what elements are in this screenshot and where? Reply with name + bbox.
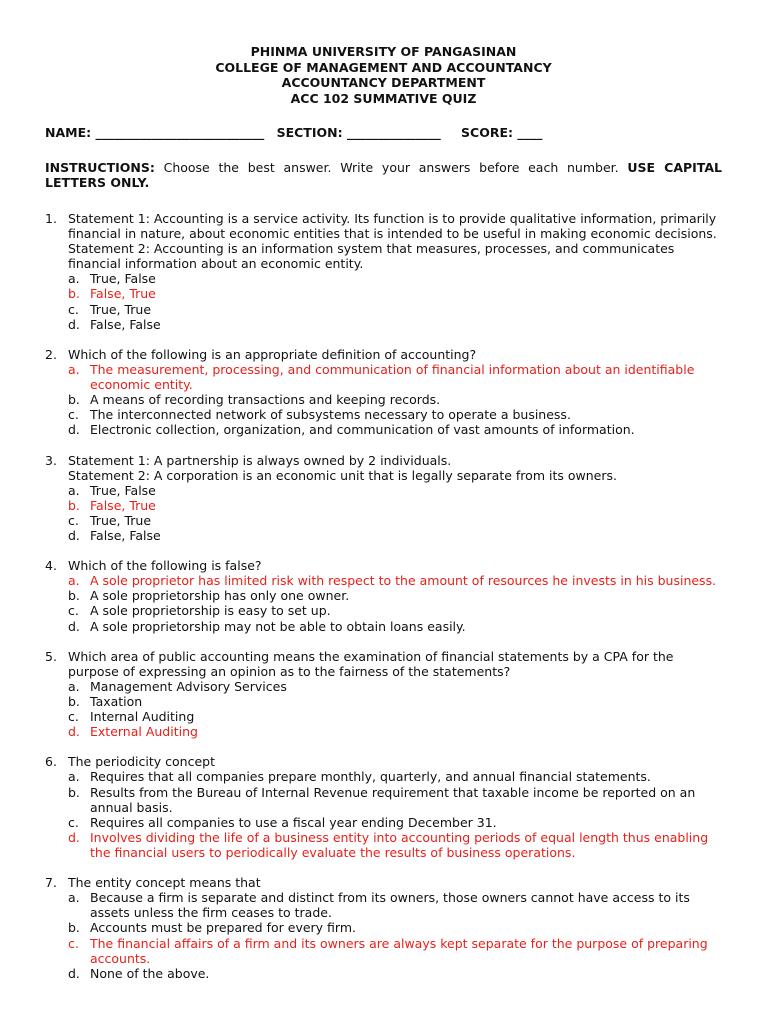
college-name: COLLEGE OF MANAGEMENT AND ACCOUNTANCY bbox=[215, 59, 552, 75]
choice-text: False, False bbox=[90, 316, 161, 332]
choice-letter: d. bbox=[68, 527, 80, 543]
choice-item bbox=[68, 694, 722, 709]
choice-text: The measurement, processing, and communication of financial information about an identifiable economic entity. bbox=[90, 361, 695, 393]
choice-item bbox=[68, 317, 722, 332]
instructions bbox=[45, 160, 722, 190]
question-stem: Which of the following is false? bbox=[68, 558, 262, 574]
choice-text: External Auditing bbox=[90, 724, 198, 740]
choice-letter: d. bbox=[68, 829, 80, 845]
score-blank: ____ bbox=[517, 125, 543, 140]
choice-letter: a. bbox=[68, 361, 80, 377]
question-stem: The entity concept means that bbox=[68, 875, 261, 891]
choice-text: False, True bbox=[90, 286, 156, 302]
question-item bbox=[45, 558, 722, 633]
choice-item bbox=[68, 920, 722, 935]
choice-list bbox=[68, 483, 722, 543]
choice-item bbox=[68, 422, 722, 437]
question-stem: Statement 2: Accounting is an information system that measures, processes, and communicates financial information about an economic entity. bbox=[68, 241, 675, 272]
answer-choice bbox=[68, 498, 722, 513]
choice-letter: d. bbox=[68, 316, 80, 332]
choice-item bbox=[68, 392, 722, 407]
choice-item bbox=[68, 528, 722, 543]
choice-letter: b. bbox=[68, 588, 80, 604]
choice-item bbox=[68, 603, 722, 618]
choice-letter: c. bbox=[68, 407, 79, 423]
choice-item bbox=[68, 302, 722, 317]
instructions-text: Choose the best answer. Write your answers before each number. bbox=[154, 160, 628, 175]
score-label: SCORE: bbox=[461, 125, 514, 140]
answer-choice bbox=[68, 936, 722, 966]
choice-item bbox=[68, 619, 722, 634]
question-item bbox=[45, 754, 722, 860]
choice-text: A sole proprietorship is easy to set up. bbox=[90, 603, 331, 619]
answer-choice bbox=[68, 286, 722, 301]
choice-letter: c. bbox=[68, 603, 79, 619]
choice-item bbox=[68, 966, 722, 981]
choice-list bbox=[68, 271, 722, 331]
question-stem: The periodicity concept bbox=[68, 754, 215, 770]
choice-text: True, False bbox=[90, 482, 156, 498]
choice-item bbox=[68, 407, 722, 422]
section-blank: _______________ bbox=[346, 125, 441, 140]
name-blank: ___________________________ bbox=[95, 125, 265, 140]
choice-letter: c. bbox=[68, 709, 79, 725]
choice-text: Results from the Bureau of Internal Revenue requirement that taxable income be reported on an annual basis. bbox=[90, 784, 696, 815]
choice-letter: b. bbox=[68, 694, 80, 709]
choice-text: Taxation bbox=[90, 694, 143, 709]
answer-choice bbox=[68, 830, 722, 860]
choice-letter: b. bbox=[68, 497, 80, 513]
choice-text: Management Advisory Services bbox=[90, 678, 287, 694]
question-stem: Statement 1: Accounting is a service activity. Its function is to provide qualitative information, primarily financial in nature, about economic entities that is intended to be useful in making economic decisions. bbox=[68, 211, 717, 242]
choice-text: A sole proprietor has limited risk with respect to the amount of resources he invests in his business. bbox=[90, 573, 717, 589]
choice-letter: b. bbox=[68, 784, 80, 800]
choice-letter: a. bbox=[68, 271, 80, 287]
choice-item bbox=[68, 483, 722, 498]
choice-item bbox=[68, 271, 722, 286]
answer-choice bbox=[68, 362, 722, 392]
university-name: PHINMA UNIVERSITY OF PANGASINAN bbox=[250, 44, 517, 59]
instructions-emphasis: USE CAPITAL LETTERS ONLY. bbox=[45, 160, 723, 190]
question-number: 2. bbox=[45, 346, 57, 362]
choice-item bbox=[68, 815, 722, 830]
choice-item bbox=[68, 769, 722, 784]
choice-letter: b. bbox=[68, 920, 80, 936]
choice-text: Requires all companies to use a fiscal year ending December 31. bbox=[90, 814, 497, 830]
choice-item bbox=[68, 588, 722, 603]
question-number: 6. bbox=[45, 754, 57, 770]
choice-list bbox=[68, 890, 722, 981]
choice-letter: a. bbox=[68, 678, 80, 694]
choice-letter: c. bbox=[68, 301, 79, 317]
choice-text: Electronic collection, organization, and communication of vast amounts of information. bbox=[90, 422, 635, 438]
question-stem: Statement 2: A corporation is an economic unit that is legally separate from its owners. bbox=[68, 467, 617, 483]
choice-text: True, True bbox=[90, 301, 152, 317]
choice-text: Because a firm is separate and distinct from its owners, those owners cannot have access to its assets unless the firm ceases to trade. bbox=[90, 890, 690, 921]
choice-letter: d. bbox=[68, 965, 80, 981]
student-fields bbox=[45, 125, 722, 140]
question-number: 5. bbox=[45, 648, 57, 664]
question-number: 4. bbox=[45, 558, 57, 574]
question-number: 3. bbox=[45, 452, 57, 468]
choice-text: Requires that all companies prepare monthly, quarterly, and annual financial statements. bbox=[90, 769, 651, 785]
choice-letter: d. bbox=[68, 724, 80, 740]
choice-letter: a. bbox=[68, 769, 80, 785]
choice-letter: b. bbox=[68, 392, 80, 408]
choice-text: The financial affairs of a firm and its owners are always kept separate for the purpose of preparing accounts. bbox=[90, 935, 708, 966]
choice-letter: a. bbox=[68, 482, 80, 498]
choice-text: None of the above. bbox=[90, 965, 210, 981]
choice-text: The interconnected network of subsystems necessary to operate a business. bbox=[90, 407, 571, 423]
choice-list bbox=[68, 362, 722, 437]
choice-letter: a. bbox=[68, 890, 80, 906]
choice-text: A sole proprietorship may not be able to obtain loans easily. bbox=[90, 618, 466, 634]
choice-letter: c. bbox=[68, 935, 79, 951]
choice-letter: d. bbox=[68, 618, 80, 634]
quiz-title: ACC 102 SUMMATIVE QUIZ bbox=[290, 90, 477, 106]
question-number: 1. bbox=[45, 211, 57, 226]
question-stem: Which area of public accounting means the examination of financial statements by a CPA for the purpose of expressing an opinion as to the fairness of the statements? bbox=[68, 648, 674, 679]
question-item bbox=[45, 347, 722, 438]
choice-list bbox=[68, 573, 722, 633]
choice-text: True, True bbox=[90, 512, 152, 528]
choice-letter: d. bbox=[68, 422, 80, 438]
choice-item bbox=[68, 890, 722, 920]
question-list bbox=[45, 211, 722, 981]
choice-text: A sole proprietorship has only one owner. bbox=[90, 588, 350, 604]
answer-choice bbox=[68, 724, 722, 739]
question-number: 7. bbox=[45, 875, 57, 891]
choice-text: Involves dividing the life of a business entity into accounting periods of equal length thus enabling the financial users to periodically evaluate the results of business operations. bbox=[90, 829, 709, 860]
section-label: SECTION: bbox=[276, 125, 343, 140]
choice-text: Accounts must be prepared for every firm. bbox=[90, 920, 356, 936]
question-stem: Statement 1: A partnership is always owned by 2 individuals. bbox=[68, 452, 452, 468]
choice-list bbox=[68, 769, 722, 860]
name-label: NAME: bbox=[45, 125, 92, 140]
instructions-label: INSTRUCTIONS: bbox=[45, 160, 155, 175]
choice-letter: c. bbox=[68, 814, 79, 830]
choice-text: A means of recording transactions and keeping records. bbox=[90, 392, 441, 408]
choice-item bbox=[68, 513, 722, 528]
choice-list bbox=[68, 679, 722, 739]
choice-letter: c. bbox=[68, 512, 79, 528]
choice-letter: a. bbox=[68, 573, 80, 589]
choice-text: Internal Auditing bbox=[90, 709, 195, 725]
choice-item bbox=[68, 679, 722, 694]
answer-choice bbox=[68, 573, 722, 588]
question-item bbox=[45, 453, 722, 544]
document-header bbox=[45, 44, 722, 106]
choice-text: False, True bbox=[90, 497, 156, 513]
choice-text: False, False bbox=[90, 527, 161, 543]
question-item bbox=[45, 875, 722, 981]
question-item bbox=[45, 649, 722, 740]
department-name: ACCOUNTANCY DEPARTMENT bbox=[281, 75, 486, 90]
question-item bbox=[45, 211, 722, 332]
choice-letter: b. bbox=[68, 286, 80, 302]
choice-text: True, False bbox=[90, 271, 156, 287]
choice-item bbox=[68, 785, 722, 815]
question-stem: Which of the following is an appropriate definition of accounting? bbox=[68, 346, 477, 362]
choice-item bbox=[68, 709, 722, 724]
